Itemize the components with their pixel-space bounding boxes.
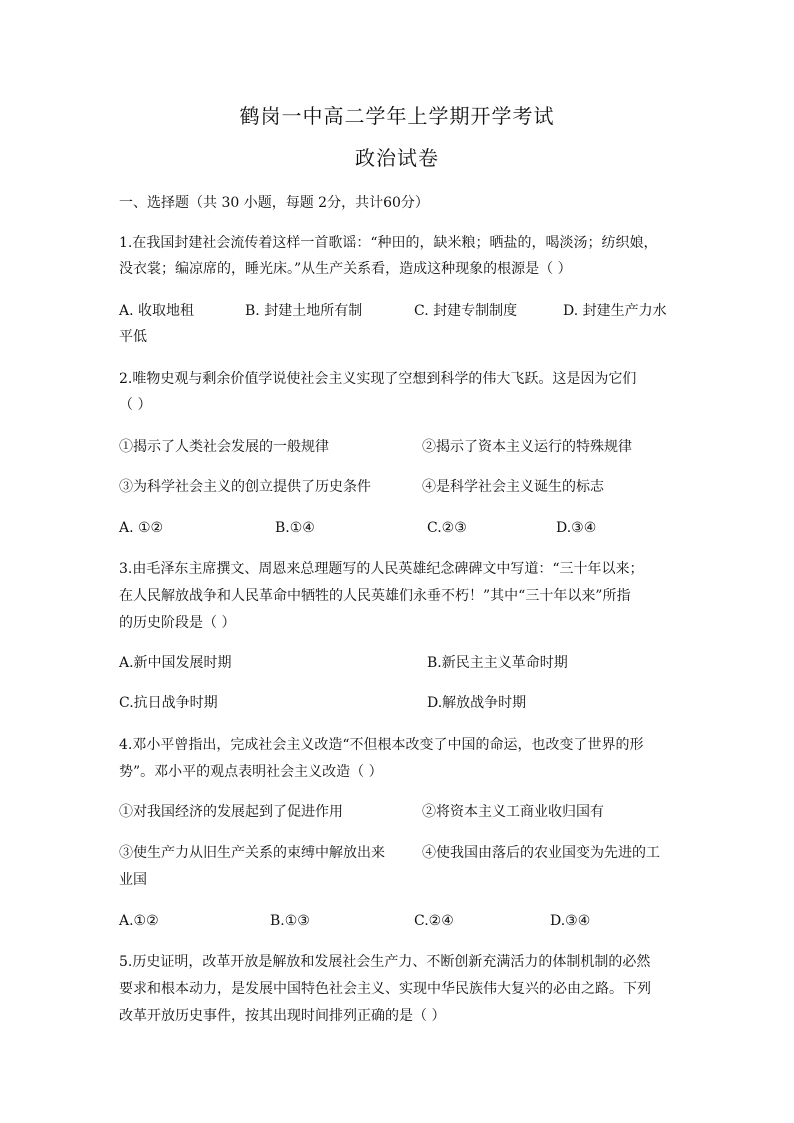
q4-option-c: C.②④ [414,913,454,929]
q4-statement-4: ④使我国由落后的农业国变为先进的工 [422,845,660,861]
q1-option-d-continued: 平低 [119,329,147,345]
q2-option-d: D.③④ [556,520,597,536]
q3-stem-line-2: 在人民解放战争和人民革命中牺牲的人民英雄们永垂不朽！”其中“三十年以来”所指 [119,588,631,604]
q4-option-d: D.③④ [550,913,591,929]
q1-option-d: D. 封建生产力水 [563,303,667,319]
q1-option-b: B. 封建土地所有制 [245,303,363,319]
q3-option-d: D.解放战争时期 [427,695,527,711]
q1-option-c: C. 封建专制制度 [414,303,518,319]
q2-statement-4: ④是科学社会主义诞生的标志 [422,479,604,495]
q5-stem-line-2: 要求和根本动力，是发展中国特色社会主义、实现中华民族伟大复兴的必由之路。下列 [119,981,651,997]
q3-option-a: A.新中国发展时期 [119,655,232,671]
q4-option-b: B.①③ [270,913,310,929]
q2-statement-1: ①揭示了人类社会发展的一般规律 [119,439,329,455]
q5-stem-line-3: 改革开放历史事件，按其出现时间排列正确的是（ ） [119,1008,446,1024]
q5-stem-line-1: 5.历史证明，改革开放是解放和发展社会生产力、不断创新充满活力的体制机制的必然 [119,954,651,970]
q1-stem-line-2: 没衣裳；编凉席的，睡光床。”从生产关系看，造成这种现象的根源是（ ） [119,261,572,277]
q2-option-c: C.②③ [427,520,467,536]
q1-stem-line-1: 1.在我国封建社会流传着这样一首歌谣：“种田的，缺米粮；晒盐的，喝淡汤；纺织娘， [119,235,658,251]
q2-stem-line-2: （ ） [119,397,152,413]
q2-option-b: B.①④ [275,520,315,536]
section-heading: 一、选择题（共 30 小题，每题 2分，共计60分） [119,195,429,211]
q4-statement-4-continued: 业国 [119,872,147,888]
q3-option-c: C.抗日战争时期 [119,695,218,711]
q3-stem-line-1: 3.由毛泽东主席撰文、周恩来总理题写的人民英雄纪念碑碑文中写道：“三十年以来； [119,561,644,577]
q4-stem-line-2: 势”。邓小平的观点表明社会主义改造（ ） [119,764,383,780]
exam-title: 鹤岗一中高二学年上学期开学考试 [239,104,555,128]
q2-statement-2: ②揭示了资本主义运行的特殊规律 [422,439,632,455]
exam-subtitle: 政治试卷 [355,146,439,170]
q4-stem-line-1: 4.邓小平曾指出，完成社会主义改造“不但根本改变了中国的命运，也改变了世界的形 [119,737,644,753]
q3-stem-line-3: 的历史阶段是（ ） [119,615,236,631]
q4-statement-2: ②将资本主义工商业收归国有 [422,804,604,820]
q2-statement-3: ③为科学社会主义的创立提供了历史条件 [119,479,371,495]
q2-stem-line-1: 2.唯物史观与剩余价值学说使社会主义实现了空想到科学的伟大飞跃。这是因为它们 [119,371,637,387]
q2-option-a: A. ①② [119,520,164,536]
q4-option-a: A.①② [119,913,159,929]
q4-statement-1: ①对我国经济的发展起到了促进作用 [119,804,343,820]
q4-statement-3: ③使生产力从旧生产关系的束缚中解放出来 [119,845,385,861]
q1-option-a: A. 收取地租 [119,303,195,319]
q3-option-b: B.新民主主义革命时期 [427,655,568,671]
